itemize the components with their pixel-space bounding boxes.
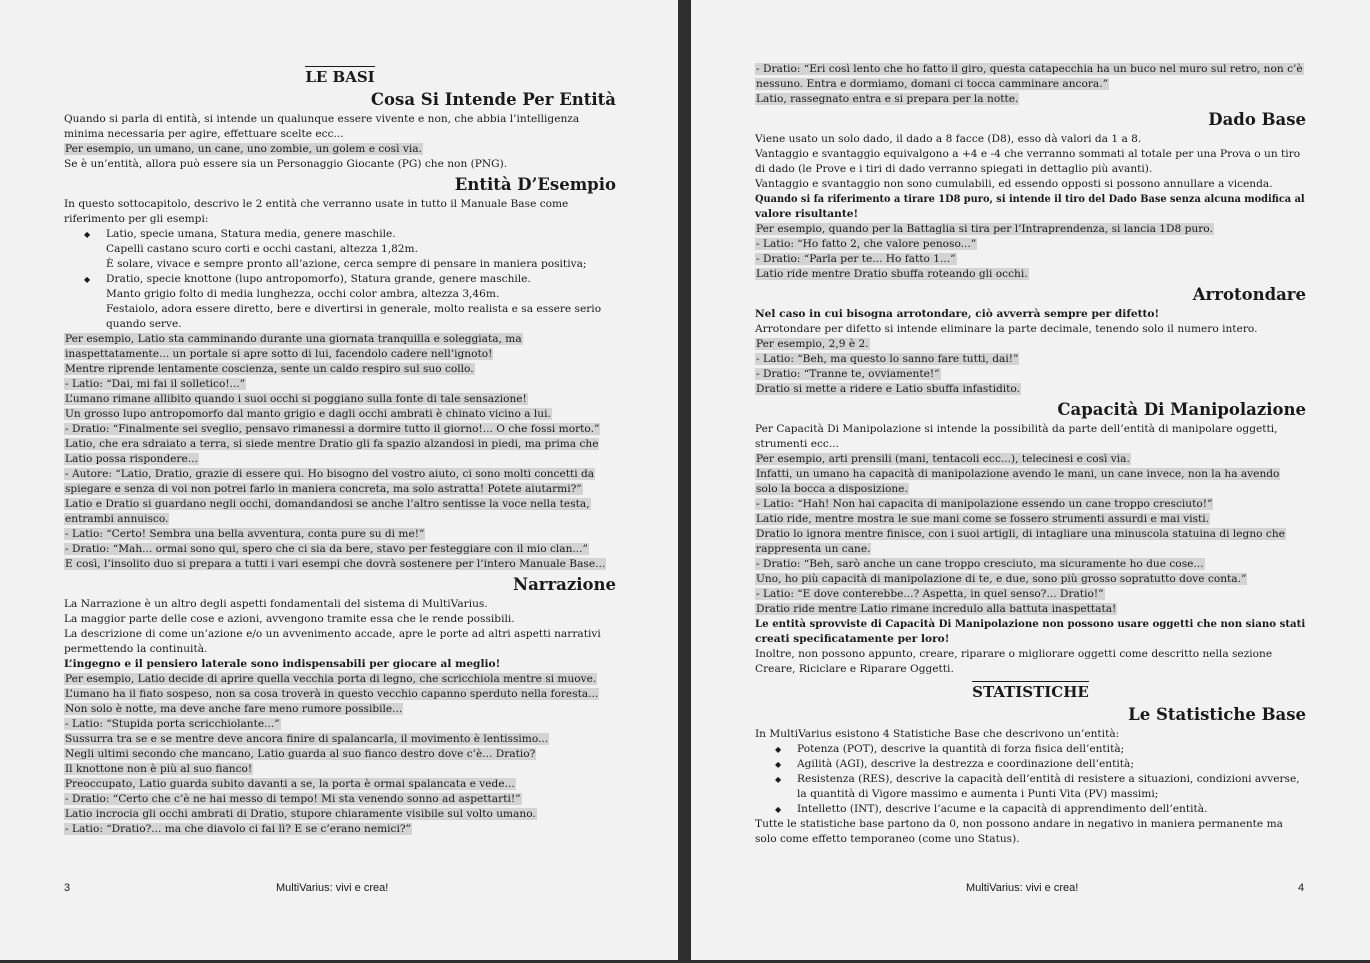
story-line: inaspettatamente... un portale si apre sotto di lui, facendolo cadere nell’ignoto! bbox=[65, 348, 493, 360]
story-line: nessuno. Entra e dormiamo, domani ci tocca camminare ancora.” bbox=[756, 78, 1109, 90]
text-line: Per Capacità Di Manipolazione si intende la possibilità da parte dell’entità di manipolare oggetti, bbox=[755, 423, 1278, 435]
entity-list bbox=[64, 227, 616, 332]
text-line: Tutte le statistiche base partono da 0, non possono andare in negativo in maniera permanente ma bbox=[755, 818, 1283, 830]
paragraph-esempio bbox=[64, 197, 616, 227]
list-item: ◆ Dratio, specie knottone (lupo antropomorfo), Statura grande, genere maschile. Manto grigio folto di media lunghezza, occhi color ambra, altezza 3,46m. Festaiolo, adora essere diretto, bere e divertirsi in generale, molto realista e sa essere serio quando serve. bbox=[84, 272, 616, 332]
story-line: Mentre riprende lentamente coscienza, sente un caldo respiro sul suo collo. bbox=[65, 363, 474, 375]
story-line: - Dratio: “Tranne te, ovviamente!” bbox=[756, 368, 940, 380]
story-line: Per esempio, 2,9 è 2. bbox=[756, 338, 869, 350]
text-line: In questo sottocapitolo, descrivo le 2 entità che verranno usate in tutto il Manuale Base come bbox=[64, 198, 569, 210]
story-line: - Latio: “Hah! Non hai capacita di manipolazione essendo un cane troppo cresciuto!” bbox=[756, 498, 1213, 510]
story-block-1 bbox=[64, 332, 616, 572]
paragraph-arrotondare bbox=[755, 307, 1306, 337]
story-line: Per esempio, quando per la Battaglia si tira per l’Intraprendenza, si lancia 1D8 puro. bbox=[756, 223, 1213, 235]
story-line: Per esempio, Latio decide di aprire quella vecchia porta di legno, che scricchiola mentre si muove. bbox=[65, 673, 597, 685]
heading-capacita-manipolazione: Capacità Di Manipolazione bbox=[1057, 400, 1306, 419]
heading-dado-base: Dado Base bbox=[1208, 110, 1306, 129]
heading-statistiche-base: Le Statistiche Base bbox=[1128, 705, 1306, 724]
paragraph-entita bbox=[64, 112, 616, 172]
bold-line: Le entità sprovviste di Capacità Di Manipolazione non possono usare oggetti che non siano stati bbox=[755, 618, 1306, 630]
bold-line: Quando si fa riferimento a tirare 1D8 puro, si intende il tiro del Dado Base senza alcuna modifica al bbox=[755, 194, 1305, 205]
story-line: - Dratio: “Beh, sarò anche un cane troppo cresciuto, ma sicuramente ho due cose... bbox=[756, 558, 1204, 570]
list-item: ◆ Agilità (AGI), descrive la destrezza e coordinazione dell’entità; bbox=[775, 757, 1306, 772]
story-line: E così, l’insolito duo si prepara a tutti i vari esempi che dovrà sostenere per l’intero Manuale Base... bbox=[65, 558, 606, 570]
story-line: Sussurra tra se e se mentre deve ancora finire di spalancarla, il movimento è lentissimo... bbox=[65, 733, 549, 745]
footer-left: MultiVarius: vivi e crea! bbox=[276, 882, 389, 894]
story-line: Dratio si mette a ridere e Latio sbuffa infastidito. bbox=[756, 383, 1020, 395]
page-number-left: 3 bbox=[64, 882, 71, 894]
story-line: - Latio: “Dratio?... ma che diavolo ci fai lì? E se c’erano nemici?” bbox=[65, 823, 411, 835]
bold-line: creati specificatamente per loro! bbox=[755, 633, 950, 645]
story-block-arrot bbox=[755, 337, 1306, 397]
story-line: Latio incrocia gli occhi ambrati di Dratio, stupore chiaramente visibile sul volto umano. bbox=[65, 808, 536, 820]
story-line: - Latio: “Beh, ma questo lo sanno fare tutti, dai!” bbox=[756, 353, 1019, 365]
text-line: La Narrazione è un altro degli aspetti fondamentali del sistema di MultiVarius. bbox=[64, 598, 488, 610]
story-line: Dratio ride mentre Latio rimane incredulo alla battuta inaspettata! bbox=[756, 603, 1117, 615]
story-line: rappresenta un cane. bbox=[756, 543, 871, 555]
story-line: L’umano ha il fiato sospeso, non sa cosa troverà in questo vecchio capanno sperduto nella foresta... bbox=[65, 688, 599, 700]
paragraph-dado bbox=[755, 132, 1306, 222]
bold-line: L’ingegno e il pensiero laterale sono indispensabili per giocare al meglio! bbox=[64, 658, 501, 670]
story-line: - Dratio: “Finalmente sei sveglio, pensavo rimanessi a dormire tutto il giorno!... O che fossi morto.” bbox=[65, 423, 600, 435]
text-line: minima necessaria per agire, effettuare scelte ecc... bbox=[64, 128, 344, 140]
text-line: permettendo la continuità. bbox=[64, 643, 208, 655]
story-line: entrambi annuisco. bbox=[65, 513, 169, 525]
text-line: strumenti ecc... bbox=[755, 438, 839, 450]
story-block-dado bbox=[755, 222, 1306, 282]
story-line: - Latio: “Certo! Sembra una bella avventura, conta pure su di me!” bbox=[65, 528, 425, 540]
paragraph-manip-rules bbox=[755, 617, 1306, 677]
footer-right: MultiVarius: vivi e crea! bbox=[966, 882, 1079, 894]
text-line: Vantaggio e svantaggio non sono cumulabili, ed essendo opposti si possono annullare a vicenda. bbox=[755, 178, 1273, 190]
list-item: ◆ Potenza (POT), descrive la quantità di forza fisica dell’entità; bbox=[775, 742, 1306, 757]
list-item: ◆ Resistenza (RES), descrive la capacità dell’entità di resistere a situazioni, condizioni avverse, la quantità di Vigore massimo e aumenta i Punti Vita (PV) massimi; bbox=[775, 772, 1306, 802]
text-line: di dado (le Prove e i tiri di dado verranno spiegati in dettaglio più avanti). bbox=[755, 163, 1153, 175]
story-line: L’umano rimane allibito quando i suoi occhi si poggiano sulla fonte di tale sensazione! bbox=[65, 393, 527, 405]
story-line: Latio, che era sdraiato a terra, si siede mentre Dratio gli fa spazio alzandosi in piedi, ma prima che bbox=[65, 438, 599, 450]
page-left bbox=[0, 0, 678, 960]
paragraph-manipolazione bbox=[755, 422, 1306, 452]
text-line: Inoltre, non possono appunto, creare, riparare o migliorare oggetti come descritto nella sezione bbox=[755, 648, 1273, 660]
story-block-0 bbox=[755, 62, 1306, 107]
right-content bbox=[755, 62, 1306, 847]
list-item: ◆ Intelletto (INT), descrive l’acume e la capacità di apprendimento dell’entità. bbox=[775, 802, 1306, 817]
heading-entita-esempio: Entità D’Esempio bbox=[454, 175, 616, 194]
story-line: - Latio: “Stupida porta scricchiolante...” bbox=[65, 718, 280, 730]
story-line: Latio ride, mentre mostra le sue mani come se fossero strumenti assurdi e mai visti. bbox=[756, 513, 1210, 525]
story-line: - Latio: “Dai, mi fai il solletico!...” bbox=[65, 378, 246, 390]
page-right bbox=[691, 0, 1370, 960]
text-line: Se è un’entità, allora può essere sia un Personaggio Giocante (PG) che non (PNG). bbox=[64, 158, 508, 170]
heading-narrazione: Narrazione bbox=[513, 575, 616, 594]
story-line: Latio ride mentre Dratio sbuffa roteando gli occhi. bbox=[756, 268, 1028, 280]
page-number-right: 4 bbox=[1298, 882, 1305, 894]
text-line: riferimento per gli esempi: bbox=[64, 213, 209, 225]
story-line: - Dratio: “Parla per te... Ho fatto 1...” bbox=[756, 253, 956, 265]
story-line: Un grosso lupo antropomorfo dal manto grigio e dagli occhi ambrati è chinato vicino a lui. bbox=[65, 408, 551, 420]
story-line: Latio possa rispondere... bbox=[65, 453, 198, 465]
text-line: Viene usato un solo dado, il dado a 8 facce (D8), esso dà valori da 1 a 8. bbox=[755, 133, 1142, 145]
story-line: Latio e Dratio si guardano negli occhi, domandandosi se anche l’altro sentisse la voce nella testa, bbox=[65, 498, 590, 510]
text-line: Arrotondare per difetto si intende eliminare la parte decimale, tenendo solo il numero intero. bbox=[755, 323, 1258, 335]
story-line: - Dratio: “Mah... ormai sono qui, spero che ci sia da bere, stavo per festeggiare con il mio clan...” bbox=[65, 543, 588, 555]
left-content bbox=[64, 62, 616, 837]
story-line: Latio, rassegnato entra e si prepara per la notte. bbox=[756, 93, 1019, 105]
list-item: ◆ Latio, specie umana, Statura media, genere maschile. Capelli castano scuro corti e occhi castani, altezza 1,82m. È solare, vivace e sempre pronto all’azione, cerca sempre di pensare in maniera positiva; bbox=[84, 227, 616, 272]
story-line: Non solo è notte, ma deve anche fare meno rumore possibile... bbox=[65, 703, 403, 715]
bold-line: Nel caso in cui bisogna arrotondare, ciò avverrà sempre per difetto! bbox=[755, 308, 1160, 320]
text-line: Quando si parla di entità, si intende un qualunque essere vivente e non, che abbia l’intelligenza bbox=[64, 113, 580, 125]
text-line: Creare, Riciclare e Riparare Oggetti. bbox=[755, 663, 954, 675]
heading-arrotondare: Arrotondare bbox=[1192, 285, 1306, 304]
story-line: spiegare e senza di voi non potrei farlo in maniera concreta, ma solo astratta! Potete aiutarmi?” bbox=[65, 483, 582, 495]
story-line: - Latio: “Ho fatto 2, che valore penoso...” bbox=[756, 238, 977, 250]
paragraph-narrazione bbox=[64, 597, 616, 672]
story-line: Il knottone non è più al suo fianco! bbox=[65, 763, 253, 775]
story-line: Per esempio, arti prensili (mani, tentacoli ecc...), telecinesi e così via. bbox=[756, 453, 1130, 465]
example-line: Per esempio, un umano, un cane, uno zombie, un golem e così via. bbox=[65, 143, 422, 155]
story-line: Uno, ho più capacità di manipolazione di te, e due, sono più grosso sopratutto dove conta.” bbox=[756, 573, 1247, 585]
text-line: Vantaggio e svantaggio equivalgono a +4 e -4 che verranno sommati al totale per una Prova o un tiro bbox=[755, 148, 1301, 160]
section-title-le-basi: LE BASI bbox=[305, 68, 375, 86]
story-line: Per esempio, Latio sta camminando durante una giornata tranquilla e soleggiata, ma bbox=[65, 333, 522, 345]
story-block-manip bbox=[755, 452, 1306, 617]
story-line: solo la bocca a disposizione. bbox=[756, 483, 908, 495]
text-line: La descrizione di come un’azione e/o un avvenimento accade, apre le porte ad altri aspetti narrativi bbox=[64, 628, 601, 640]
story-line: - Dratio: “Eri così lento che ho fatto il giro, questa catapecchia ha un buco nel muro sul retro, non c’è bbox=[756, 63, 1303, 75]
stats-list bbox=[755, 742, 1306, 817]
story-block-2 bbox=[64, 672, 616, 837]
story-line: Negli ultimi secondo che mancano, Latio guarda al suo fianco destro dove c’è... Dratio? bbox=[65, 748, 536, 760]
heading-cosa-si-intende: Cosa Si Intende Per Entità bbox=[370, 90, 616, 109]
story-line: - Latio: “E dove conterebbe...? Aspetta, in quel senso?... Dratio!” bbox=[756, 588, 1104, 600]
story-line: - Autore: “Latio, Dratio, grazie di essere qui. Ho bisogno del vostro aiuto, ci sono molti concetti da bbox=[65, 468, 595, 480]
text-line: solo come effetto temporaneo (come uno Status). bbox=[755, 833, 1020, 845]
story-line: Preoccupato, Latio guarda subito davanti a se, la porta è ormai spalancata e vede... bbox=[65, 778, 515, 790]
text-line: In MultiVarius esistono 4 Statistiche Base che descrivono un’entità: bbox=[755, 728, 1120, 740]
story-line: - Dratio: “Certo che c’è ne hai messo di tempo! Mi sta venendo sonno ad aspettarti!” bbox=[65, 793, 521, 805]
text-line: La maggior parte delle cose e azioni, avvengono tramite essa che le rende possibili. bbox=[64, 613, 515, 625]
section-title-statistiche: STATISTICHE bbox=[972, 683, 1089, 701]
bold-line: valore risultante! bbox=[755, 208, 859, 220]
story-line: Dratio lo ignora mentre finisce, con i suoi artigli, di intagliare una minuscola statuina di legno che bbox=[756, 528, 1285, 540]
story-line: Infatti, un umano ha capacità di manipolazione avendo le mani, un cane invece, non la ha avendo bbox=[756, 468, 1280, 480]
